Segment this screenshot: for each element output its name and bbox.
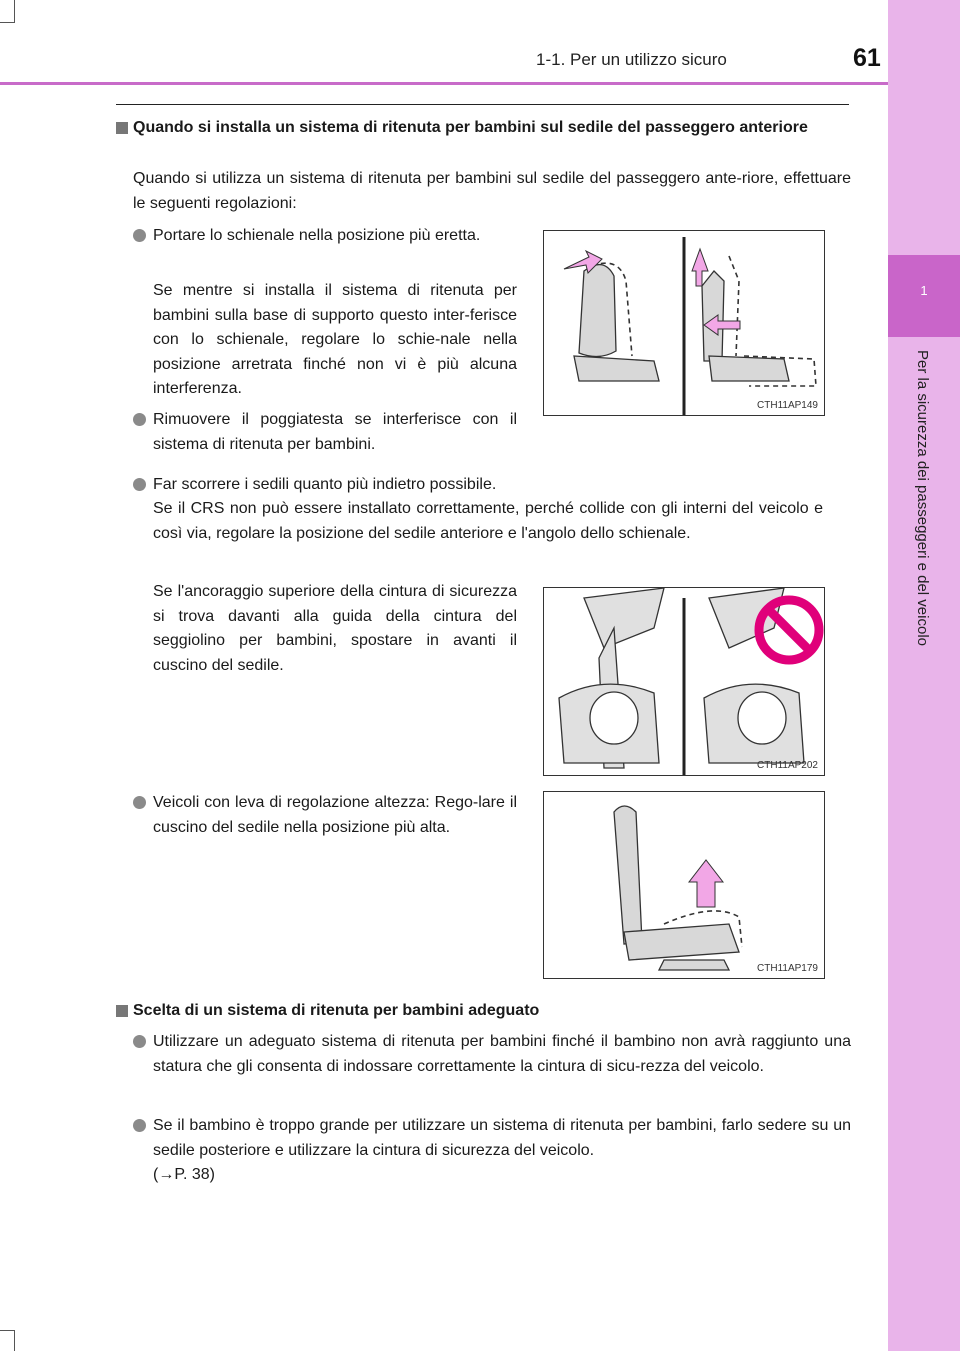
chapter-number: 1 <box>920 283 928 298</box>
bullet-text: Far scorrere i sedili quanto più indietro possibile. <box>153 476 497 493</box>
bullet-text: Portare lo schienale nella posizione più eretta. <box>153 227 481 244</box>
crop-mark <box>0 1330 15 1331</box>
bullet-icon <box>133 796 146 809</box>
figure-cushion-height <box>543 791 825 979</box>
figure-code: CTH11AP179 <box>757 963 818 974</box>
figure-code: CTH11AP202 <box>757 760 818 771</box>
bullet-icon <box>133 229 146 242</box>
bullet-detail: Se il CRS non può essere installato correttamente, perché collide con gli interni del veicolo e così via, regolare la posizione del sedile anteriore e l'angolo dello schienale. <box>153 500 823 542</box>
content-rule <box>116 104 849 105</box>
figure-code: CTH11AP149 <box>757 400 818 411</box>
section-title: 1-1. Per un utilizzo sicuro <box>536 50 727 69</box>
bullet-text: Veicoli con leva di regolazione altezza: Rego-lare il cuscino del sedile nella posizione più alta. <box>153 794 517 836</box>
header-rule <box>0 82 888 85</box>
bullet-text: Se il bambino è troppo grande per utilizzare un sistema di ritenuta per bambini, farlo sedere su un sedile posteriore e utilizzare la cintura di sicurezza del veicolo. <box>153 1117 851 1159</box>
bullet-icon <box>133 413 146 426</box>
figure-seatback-adjust <box>543 230 825 416</box>
crop-mark <box>14 0 15 22</box>
intro-text: Quando si utilizza un sistema di ritenuta per bambini sul sedile del passeggero ante-riore, effettuare le seguenti regolazioni: <box>133 170 851 212</box>
seat-height-illustration <box>544 792 824 978</box>
bullet-icon <box>133 478 146 491</box>
anchor-note: Se l'ancoraggio superiore della cintura di sicurezza si trova davanti alla guida della cintura del seggiolino per bambini, spostare in avanti il cuscino del sedile. <box>153 583 517 674</box>
square-bullet-icon <box>116 1005 128 1017</box>
bullet-detail: Se mentre si installa il sistema di ritenuta per bambini sulla base di supporto questo inter-ferisce con lo schienale, regolare lo schie-nale nella posizione arretrata finché non vi è più alcuna interferenza. <box>153 282 517 397</box>
seat-illustration <box>544 231 824 415</box>
bullet-icon <box>133 1035 146 1048</box>
crop-mark <box>0 22 15 23</box>
section-heading: Quando si installa un sistema di ritenuta per bambini sul sedile del passeggero anteriore <box>133 119 808 136</box>
square-bullet-icon <box>116 122 128 134</box>
page-reference: (→P. 38) <box>153 1166 215 1183</box>
child-seat-illustration <box>544 588 824 775</box>
figure-belt-anchor <box>543 587 825 776</box>
section-heading: Scelta di un sistema di ritenuta per bambini adeguato <box>133 1002 540 1019</box>
page-number: 61 <box>853 44 881 72</box>
bullet-icon <box>133 1119 146 1132</box>
crop-mark <box>14 1330 15 1351</box>
bullet-text: Utilizzare un adeguato sistema di ritenuta per bambini finché il bambino non avrà raggiunto una statura che gli consenta di indossare correttamente la cintura di sicu-rezza del veicolo. <box>153 1033 851 1075</box>
chapter-title: Per la sicurezza dei passeggeri e del veicolo <box>914 350 931 646</box>
bullet-text: Rimuovere il poggiatesta se interferisce con il sistema di ritenuta per bambini. <box>153 411 517 453</box>
